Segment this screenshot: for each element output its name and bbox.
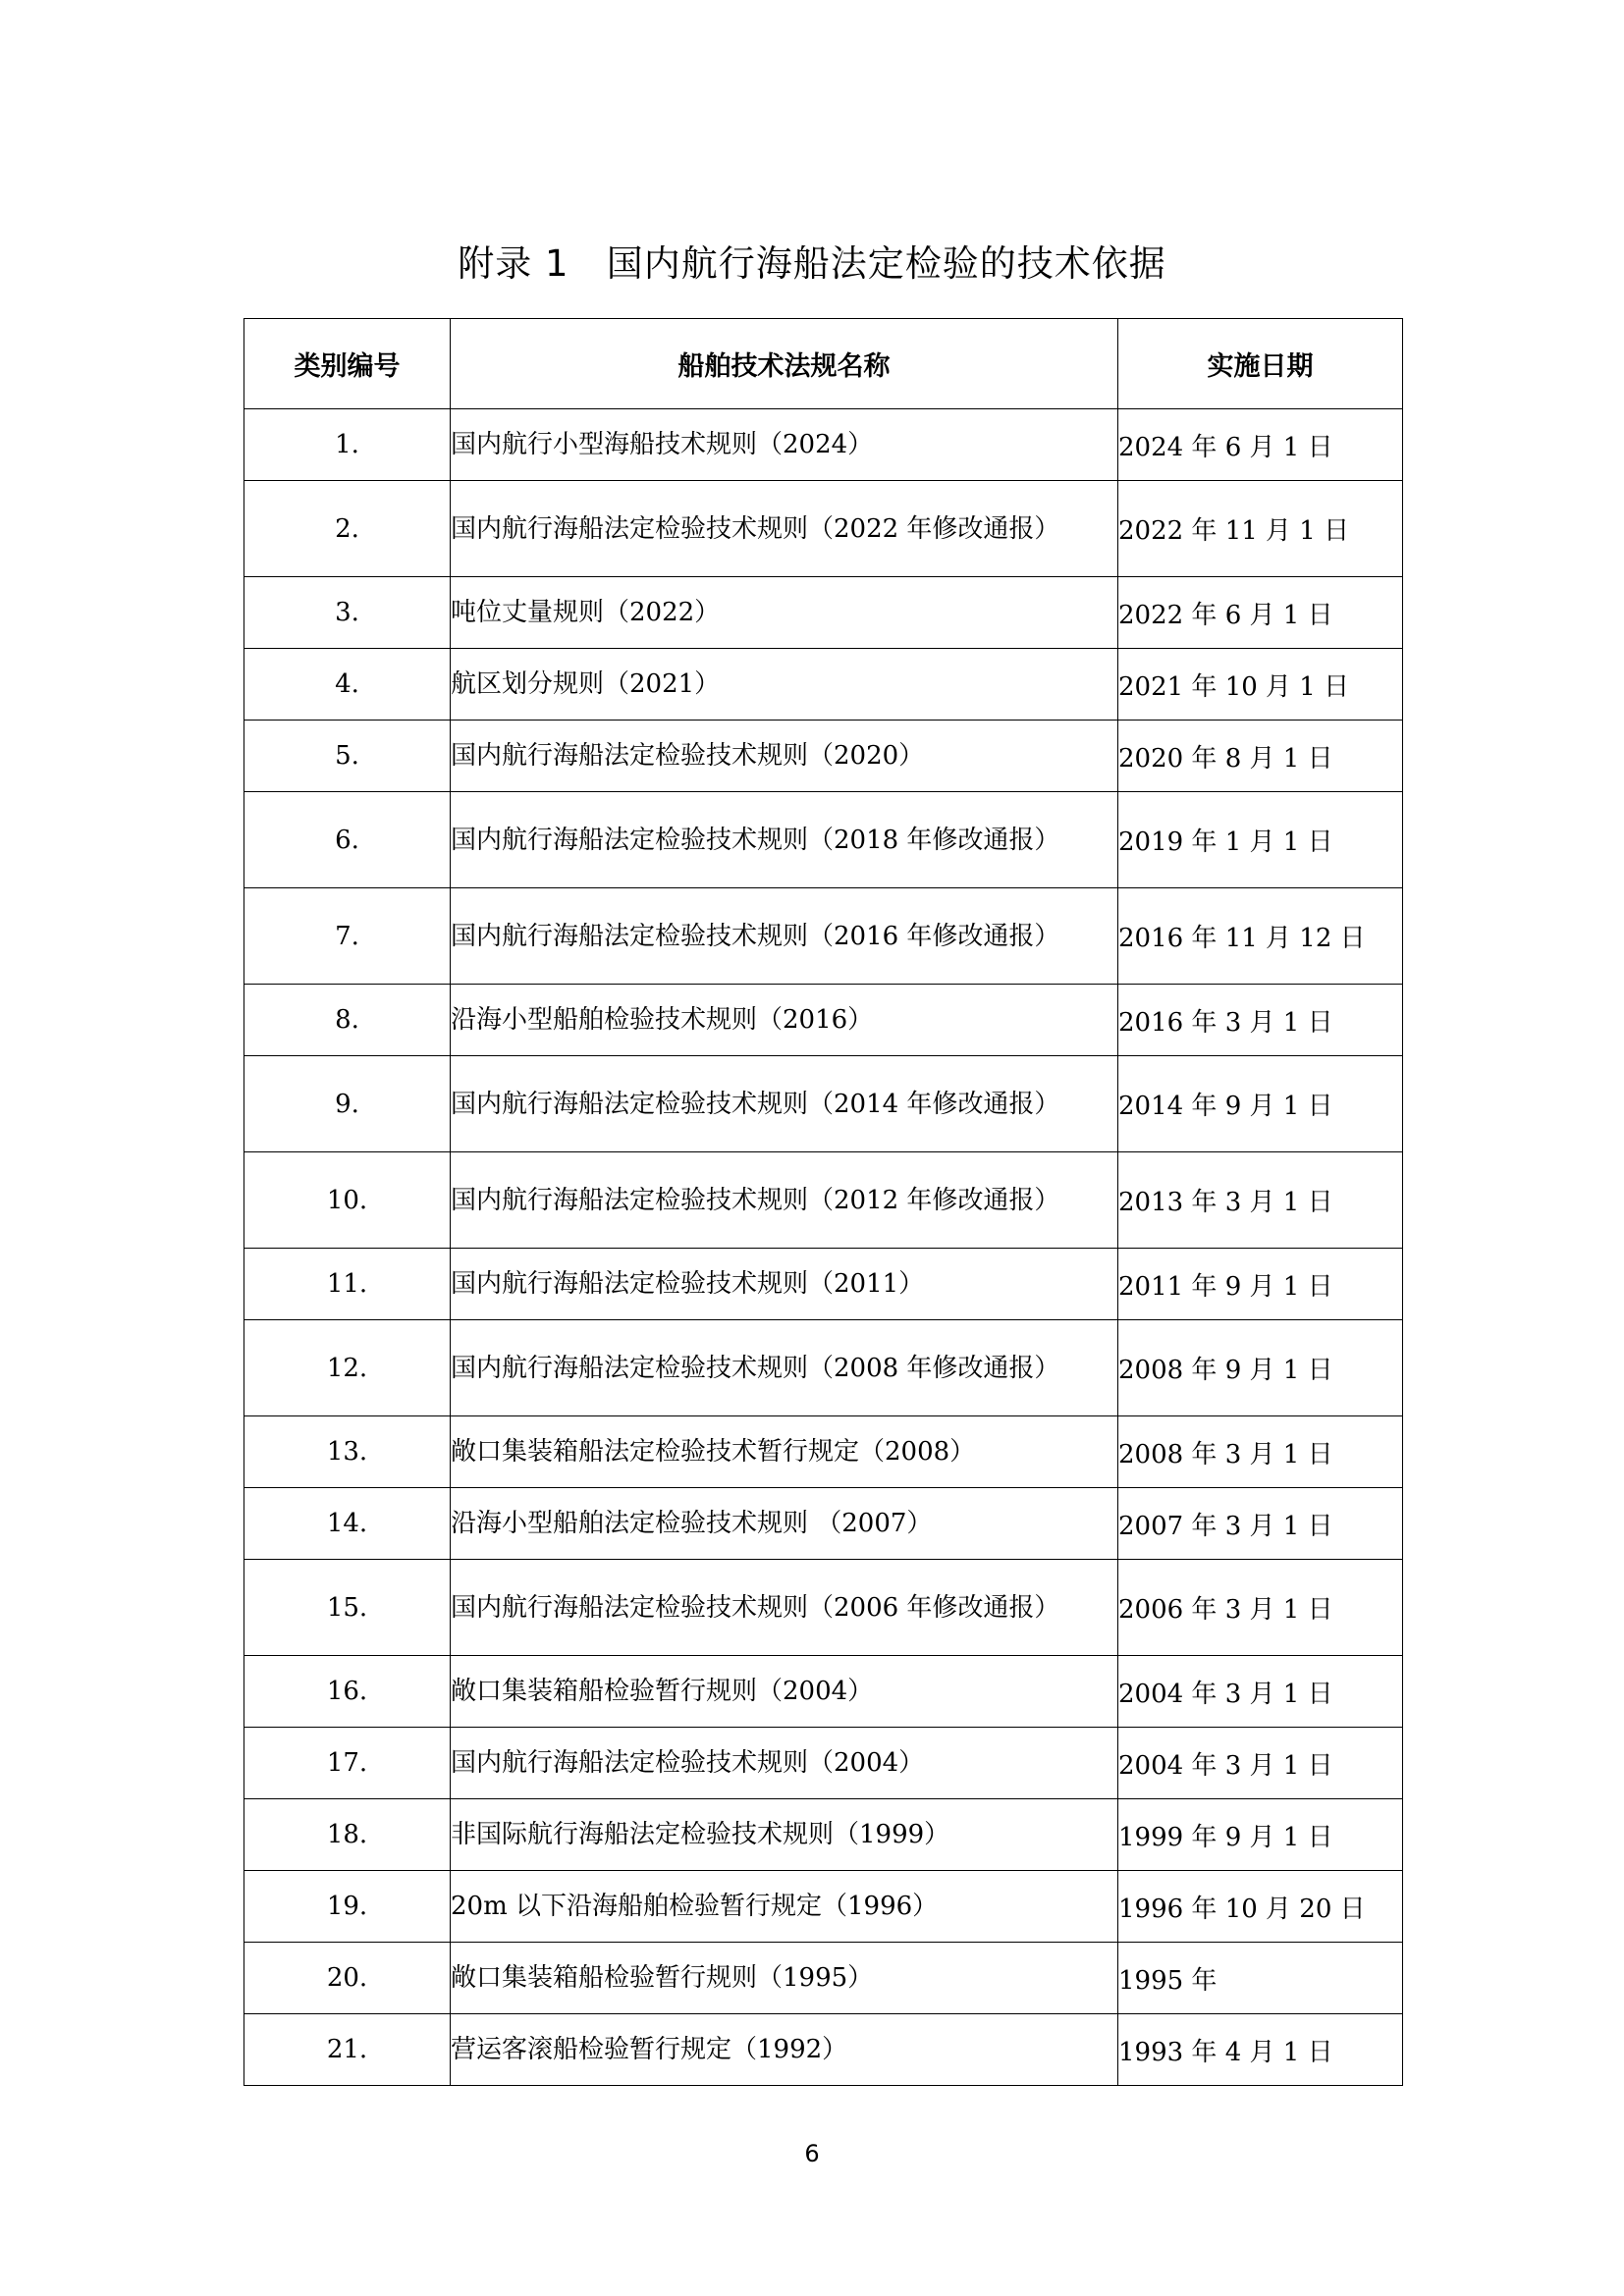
table-row — [244, 1560, 1403, 1656]
header-regulation-name: 船舶技术法规名称 — [451, 319, 1118, 409]
row-number: 7. — [244, 888, 451, 985]
regulation-name: 国内航行海船法定检验技术规则（2006 年修改通报） — [451, 1560, 1118, 1656]
effective-date: 2024 年 6 月 1 日 — [1118, 409, 1403, 481]
effective-date: 2007 年 3 月 1 日 — [1118, 1488, 1403, 1560]
regulation-name: 国内航行海船法定检验技术规则（2018 年修改通报） — [451, 792, 1118, 888]
table-row — [244, 2014, 1403, 2086]
header-category-number: 类别编号 — [244, 319, 451, 409]
row-number: 4. — [244, 649, 451, 721]
regulation-name: 敞口集装箱船法定检验技术暂行规定（2008） — [451, 1416, 1118, 1488]
effective-date: 2014 年 9 月 1 日 — [1118, 1056, 1403, 1152]
effective-date: 2008 年 3 月 1 日 — [1118, 1416, 1403, 1488]
table-row — [244, 649, 1403, 721]
table-row — [244, 409, 1403, 481]
table-row — [244, 985, 1403, 1056]
row-number: 5. — [244, 721, 451, 792]
regulation-name: 航区划分规则（2021） — [451, 649, 1118, 721]
effective-date: 2021 年 10 月 1 日 — [1118, 649, 1403, 721]
row-number: 11. — [244, 1249, 451, 1320]
row-number: 12. — [244, 1320, 451, 1416]
effective-date: 2004 年 3 月 1 日 — [1118, 1656, 1403, 1728]
regulation-name: 吨位丈量规则（2022） — [451, 577, 1118, 649]
effective-date: 2016 年 3 月 1 日 — [1118, 985, 1403, 1056]
regulation-name: 国内航行海船法定检验技术规则（2008 年修改通报） — [451, 1320, 1118, 1416]
regulation-name: 国内航行海船法定检验技术规则（2016 年修改通报） — [451, 888, 1118, 985]
row-number: 6. — [244, 792, 451, 888]
regulation-name: 国内航行海船法定检验技术规则（2004） — [451, 1728, 1118, 1799]
row-number: 2. — [244, 481, 451, 577]
table-row — [244, 1416, 1403, 1488]
effective-date: 1995 年 — [1118, 1943, 1403, 2014]
row-number: 10. — [244, 1152, 451, 1249]
effective-date: 2006 年 3 月 1 日 — [1118, 1560, 1403, 1656]
effective-date: 2022 年 11 月 1 日 — [1118, 481, 1403, 577]
page-number: 6 — [804, 2140, 820, 2167]
effective-date: 2004 年 3 月 1 日 — [1118, 1728, 1403, 1799]
regulation-name: 国内航行海船法定检验技术规则（2020） — [451, 721, 1118, 792]
effective-date: 2008 年 9 月 1 日 — [1118, 1320, 1403, 1416]
effective-date: 2019 年 1 月 1 日 — [1118, 792, 1403, 888]
table-row — [244, 1488, 1403, 1560]
table-row — [244, 1320, 1403, 1416]
table-row — [244, 1943, 1403, 2014]
header-effective-date: 实施日期 — [1118, 319, 1403, 409]
row-number: 20. — [244, 1943, 451, 2014]
table-row — [244, 577, 1403, 649]
regulation-name: 国内航行海船法定检验技术规则（2022 年修改通报） — [451, 481, 1118, 577]
effective-date: 2013 年 3 月 1 日 — [1118, 1152, 1403, 1249]
row-number: 16. — [244, 1656, 451, 1728]
table-row — [244, 1871, 1403, 1943]
regulation-name: 沿海小型船舶检验技术规则（2016） — [451, 985, 1118, 1056]
table-row — [244, 792, 1403, 888]
effective-date: 1996 年 10 月 20 日 — [1118, 1871, 1403, 1943]
row-number: 15. — [244, 1560, 451, 1656]
effective-date: 1999 年 9 月 1 日 — [1118, 1799, 1403, 1871]
table-header-row — [244, 319, 1403, 409]
regulation-name: 国内航行小型海船技术规则（2024） — [451, 409, 1118, 481]
row-number: 3. — [244, 577, 451, 649]
regulation-name: 敞口集装箱船检验暂行规则（1995） — [451, 1943, 1118, 2014]
table-row — [244, 1799, 1403, 1871]
document-title: 附录 1 国内航行海船法定检验的技术依据 — [458, 242, 1166, 285]
effective-date: 2022 年 6 月 1 日 — [1118, 577, 1403, 649]
row-number: 1. — [244, 409, 451, 481]
effective-date: 2016 年 11 月 12 日 — [1118, 888, 1403, 985]
table-row — [244, 721, 1403, 792]
table-row — [244, 1728, 1403, 1799]
table-row — [244, 888, 1403, 985]
table-row — [244, 481, 1403, 577]
regulations-table — [244, 318, 1403, 2086]
row-number: 18. — [244, 1799, 451, 1871]
regulation-name: 沿海小型船舶法定检验技术规则 （2007） — [451, 1488, 1118, 1560]
table-row — [244, 1249, 1403, 1320]
regulation-name: 非国际航行海船法定检验技术规则（1999） — [451, 1799, 1118, 1871]
effective-date: 1993 年 4 月 1 日 — [1118, 2014, 1403, 2086]
regulation-name: 国内航行海船法定检验技术规则（2012 年修改通报） — [451, 1152, 1118, 1249]
row-number: 9. — [244, 1056, 451, 1152]
regulation-name: 国内航行海船法定检验技术规则（2014 年修改通报） — [451, 1056, 1118, 1152]
regulation-name: 敞口集装箱船检验暂行规则（2004） — [451, 1656, 1118, 1728]
row-number: 17. — [244, 1728, 451, 1799]
row-number: 8. — [244, 985, 451, 1056]
table-row — [244, 1056, 1403, 1152]
regulation-name: 20m 以下沿海船舶检验暂行规定（1996） — [451, 1871, 1118, 1943]
effective-date: 2011 年 9 月 1 日 — [1118, 1249, 1403, 1320]
table-row — [244, 1656, 1403, 1728]
regulation-name: 国内航行海船法定检验技术规则（2011） — [451, 1249, 1118, 1320]
table-row — [244, 1152, 1403, 1249]
effective-date: 2020 年 8 月 1 日 — [1118, 721, 1403, 792]
row-number: 19. — [244, 1871, 451, 1943]
row-number: 21. — [244, 2014, 451, 2086]
row-number: 13. — [244, 1416, 451, 1488]
row-number: 14. — [244, 1488, 451, 1560]
regulation-name: 营运客滚船检验暂行规定（1992） — [451, 2014, 1118, 2086]
